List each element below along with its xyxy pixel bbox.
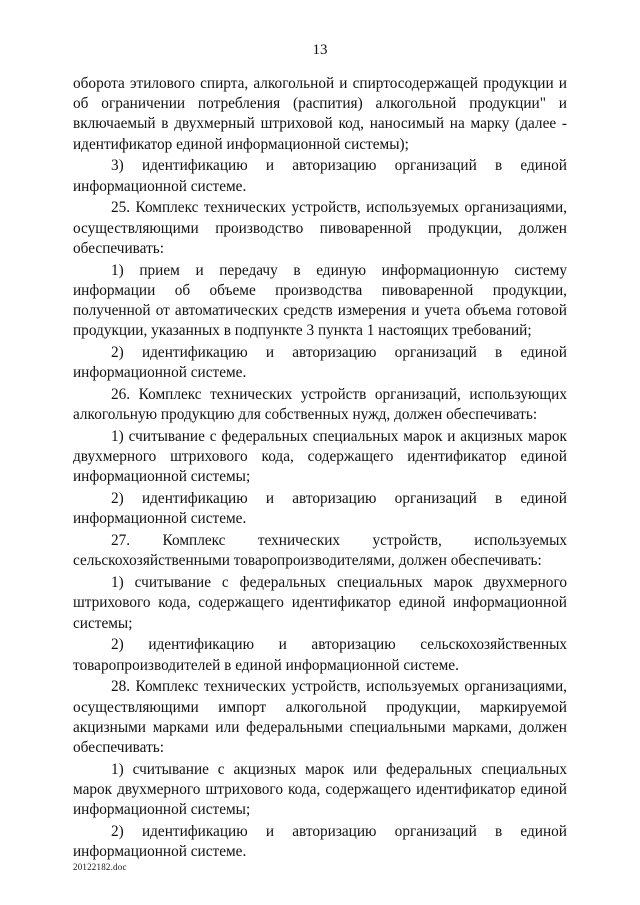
paragraph-28-item-2: 2) идентификацию и авторизацию организаций в единой информационной системе.: [73, 823, 567, 861]
paragraph-24-item-3: 3) идентификацию и авторизацию организаций в единой информационной системе.: [73, 157, 567, 195]
paragraph-continuation: оборота этилового спирта, алкогольной и спиртосодержащей продукции и об ограничении потребления (распития) алкогольной продукции" и включаемый в двухмерный штриховой код, наносимый на марку (далее - идентификатор единой информационной системы);: [73, 75, 567, 153]
paragraph-27: 27. Комплекс технических устройств, используемых сельскохозяйственными товаропроизводителями, должен обеспечивать:: [73, 532, 567, 570]
paragraph-25-item-2: 2) идентификацию и авторизацию организаций в единой информационной системе.: [73, 344, 567, 382]
footer-filename: 20122182.doc: [73, 862, 127, 872]
paragraph-25-item-1: 1) прием и передачу в единую информационную систему информации об объеме производства пивоваренной продукции, полученной от автоматических средств измерения и учета объема готовой продукции, указанных в подпункте 3 пункта 1 настоящих требований;: [73, 261, 567, 340]
page-number: 13: [312, 42, 328, 58]
paragraph-26-item-2: 2) идентификацию и авторизацию организаций в единой информационной системе.: [73, 490, 567, 528]
paragraph-26: 26. Комплекс технических устройств организаций, использующих алкогольную продукцию для собственных нужд, должен обеспечивать:: [73, 386, 567, 424]
paragraph-26-item-1: 1) считывание с федеральных специальных марок и акцизных марок двухмерного штрихового кода, содержащего идентификатор единой информационной системы;: [73, 428, 567, 486]
paragraph-28-item-1: 1) считывание с акцизных марок или федеральных специальных марок двухмерного штрихового кода, содержащего идентификатор единой информационной системы;: [73, 760, 567, 819]
paragraph-27-item-1: 1) считывание с федеральных специальных марок двухмерного штрихового кода, содержащего идентификатор единой информационной системы;: [73, 574, 567, 632]
paragraph-28: 28. Комплекс технических устройств, используемых организациями, осуществляющими импорт алкогольной продукции, маркируемой акцизными марками или федеральными специальными марками, должен обеспечивать:: [73, 678, 567, 757]
paragraph-27-item-2: 2) идентификацию и авторизацию сельскохозяйственных товаропроизводителей в единой информационной системе.: [73, 636, 567, 674]
document-body: [73, 74, 567, 864]
paragraph-25: 25. Комплекс технических устройств, используемых организациями, осуществляющими производство пивоваренной продукции, должен обеспечивать:: [73, 199, 567, 257]
